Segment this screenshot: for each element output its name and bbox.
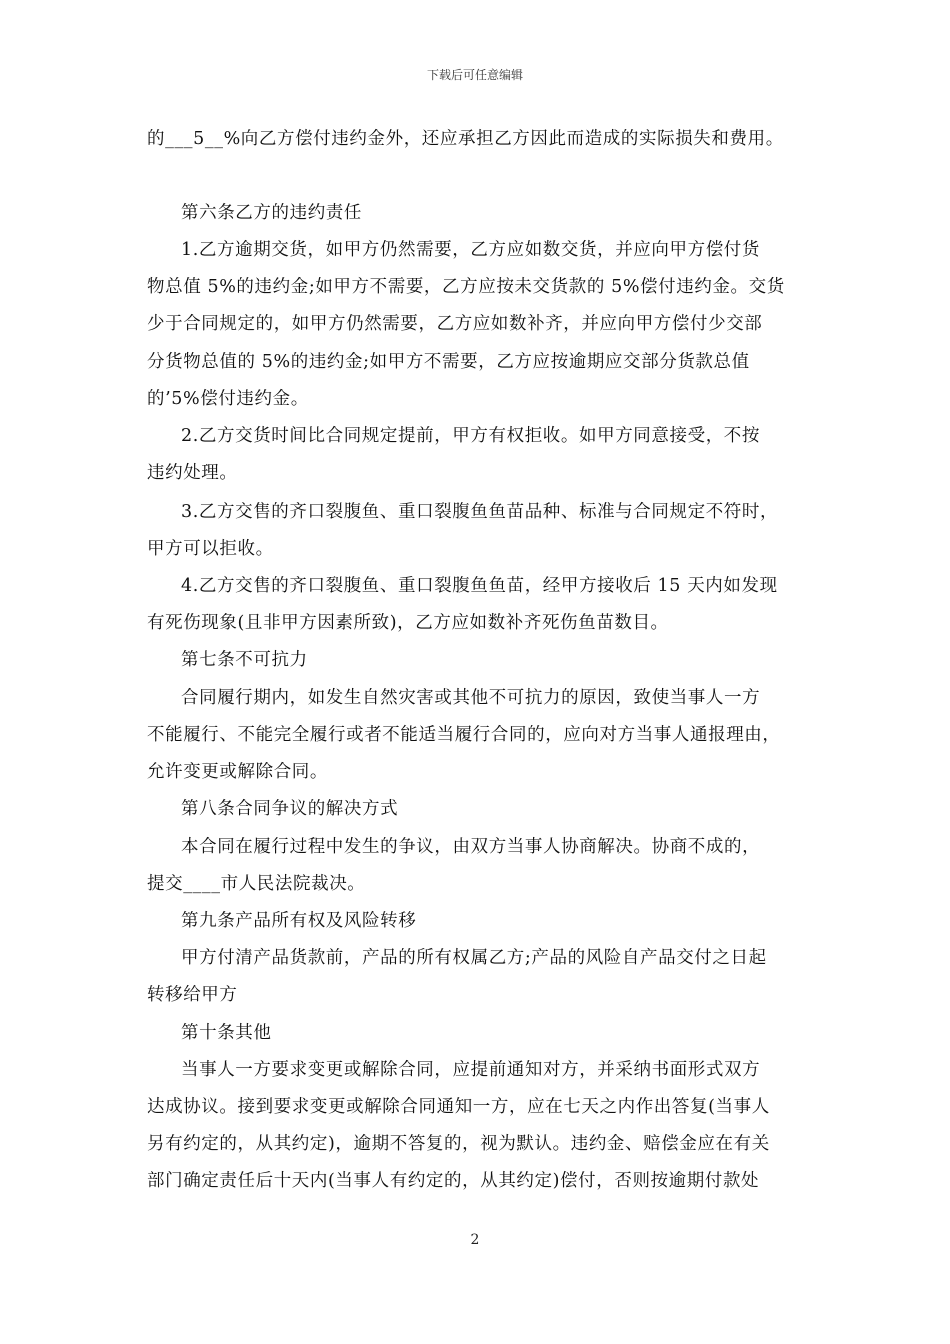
text-line: 甲方付清产品货款前，产品的所有权属乙方;产品的风险自产品交付之日起: [181, 948, 767, 968]
text-line: 违约处理。: [147, 463, 238, 483]
page-number: 2: [470, 1232, 480, 1248]
text-line: 1.乙方逾期交货，如甲方仍然需要，乙方应如数交货，并应向甲方偿付货: [181, 240, 760, 260]
text-line: 允许变更或解除合同。: [147, 762, 328, 782]
text-line: 有死伤现象(且非甲方因素所致)，乙方应如数补齐死伤鱼苗数目。: [147, 613, 669, 633]
text-line: 的’5%偿付违约金。: [147, 389, 309, 409]
text-line: 提交____市人民法院裁决。: [147, 874, 366, 894]
text-line: 另有约定的，从其约定)，逾期不答复的，视为默认。违约金、赔偿金应在有关: [147, 1134, 770, 1154]
text-line: 转移给甲方: [147, 985, 238, 1005]
section-heading: 第七条不可抗力: [181, 650, 308, 670]
section-heading: 第十条其他: [181, 1023, 272, 1043]
section-heading: 第九条产品所有权及风险转移: [181, 911, 417, 931]
text-line: 达成协议。接到要求变更或解除合同通知一方，应在七天之内作出答复(当事人: [147, 1097, 770, 1117]
text-line: 合同履行期内，如发生自然灾害或其他不可抗力的原因，致使当事人一方: [181, 688, 761, 708]
text-line: 甲方可以拒收。: [147, 539, 274, 559]
text-line: 不能履行、不能完全履行或者不能适当履行合同的，应向对方当事人通报理由，: [147, 725, 781, 745]
text-line: 本合同在履行过程中发生的争议，由双方当事人协商解决。协商不成的，: [181, 837, 761, 857]
text-line: 当事人一方要求变更或解除合同，应提前通知对方，并采纳书面形式双方: [181, 1060, 761, 1080]
text-line: 的___5__%向乙方偿付违约金外，还应承担乙方因此而造成的实际损失和费用。: [147, 129, 784, 149]
text-line: 4.乙方交售的齐口裂腹鱼、重口裂腹鱼鱼苗，经甲方接收后 15 天内如发现: [181, 576, 778, 596]
text-line: 分货物总值的 5%的违约金;如甲方不需要，乙方应按逾期应交部分货款总值: [147, 352, 750, 372]
text-line: 物总值 5%的违约金;如甲方不需要，乙方应按未交货款的 5%偿付违约金。交货: [147, 277, 785, 297]
section-heading: 第八条合同争议的解决方式: [181, 799, 399, 819]
text-line: 2.乙方交货时间比合同规定提前，甲方有权拒收。如甲方同意接受，不按: [181, 426, 760, 446]
text-line: 少于合同规定的，如甲方仍然需要，乙方应如数补齐，并应向甲方偿付少交部: [147, 314, 763, 334]
text-line: 3.乙方交售的齐口裂腹鱼、重口裂腹鱼鱼苗品种、标准与合同规定不符时，: [181, 502, 779, 522]
section-heading: 第六条乙方的违约责任: [181, 203, 362, 223]
text-line: 部门确定责任后十天内(当事人有约定的，从其约定)偿付，否则按逾期付款处: [147, 1171, 760, 1191]
page-header: 下载后可任意编辑: [426, 68, 523, 82]
